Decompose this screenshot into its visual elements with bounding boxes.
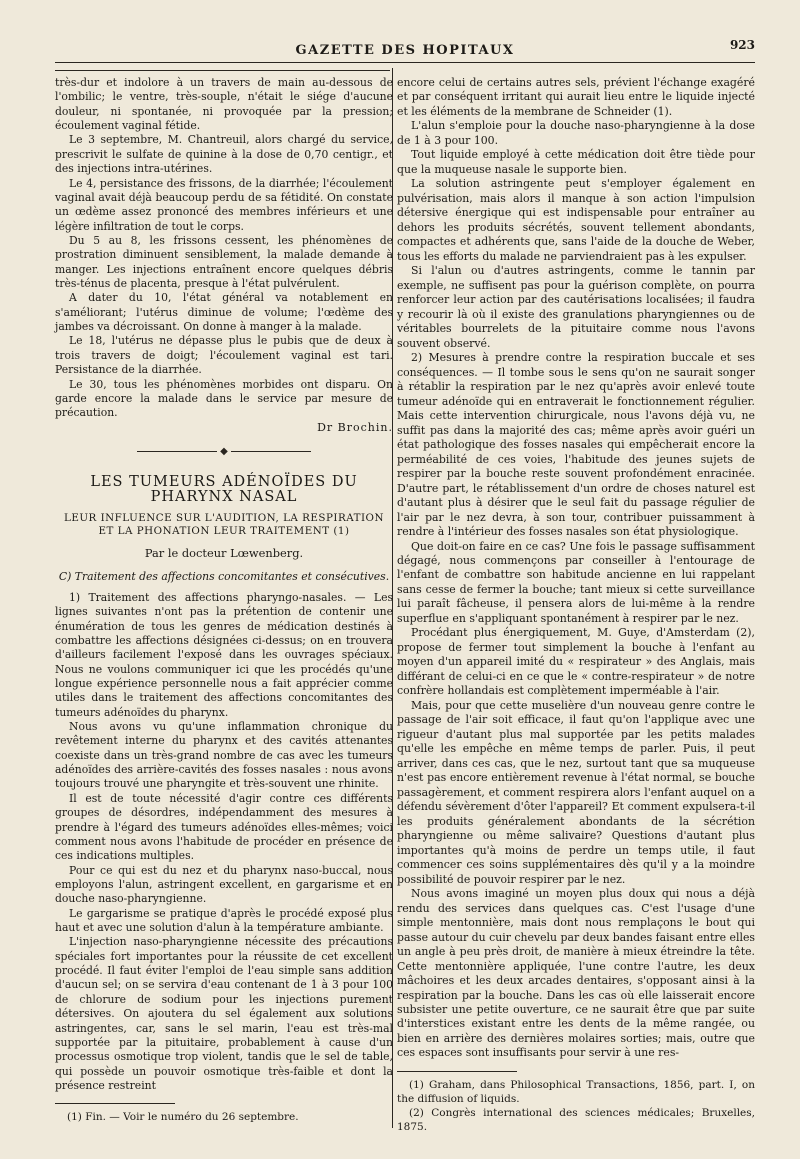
ornament-divider: ◆ [55,445,393,459]
paragraph: Que doit-on faire en ce cas? Une fois le passage suffisamment dégagé, nous commençons par conseiller à l'entourage de l'enfant de combattre son habitude ancienne en lui rappelant sans cesse de fermer la bouche; tant mieux si cette surveillance lui paraît fâcheuse, il pensera alors de lui-même à la rendre superflue en s'appliquant spontanément à respirer par le nez. [397,539,755,625]
paragraph: Le 4, persistance des frissons, de la diarrhée; l'écoulement vaginal avait déjà beaucoup perdu de sa fétidité. On constate un œdème assez prononcé des membres inférieurs et une légère infiltration de tout le corps. [55,176,393,233]
paragraph: Le 3 septembre, M. Chantreuil, alors chargé du service, prescrivit le sulfate de quinine à la dose de 0,70 centigr., et des injections intra-utérines. [55,133,393,176]
paragraph: Nous avons vu qu'une inflammation chronique du revêtement interne du pharynx et des cavités attenantes coexiste dans un très-grand nombre de cas avec les tumeurs adénoïdes des arrière-cavités des fosses nasales : nous avons toujours trouvé une pharyngite et très-souvent une rhinite. [55,720,393,791]
paragraph: Il est de toute nécessité d'agir contre ces différents groupes de désordres, indépendamment des mesures à prendre à l'égard des tumeurs adénoïdes elles-mêmes; voici comment nous avons l'habitude de procéder en présence de ces indications multiples. [55,791,393,863]
footnote: (1) Fin. — Voir le numéro du 26 septembre. [67,1111,299,1124]
article-title: LES TUMEURS ADÉNOÏDES DU PHARYNX NASAL [90,474,358,505]
paragraph: Tout liquide employé à cette médication doit être tiède pour que la muqueuse nasale le supporte bien. [397,148,755,176]
paragraph: Le gargarisme se pratique d'après le procédé exposé plus haut et avec une solution d'alun à la température ambiante. [55,906,393,935]
paragraph: A dater du 10, l'état général va notablement en s'améliorant; l'utérus diminue de volume; l'œdème des jambes va décroissant. On donne à manger à la malade. [55,291,393,334]
paragraph: très-dur et indolore à un travers de main au-dessous de l'ombilic; le ventre, très-souple, n'était le siége d'aucune douleur, ni spontanée, ni provoquée par la pression; écoulement vaginal fétide. [55,76,393,133]
page-header [55,38,755,63]
signature: Dr Brochin. [317,420,393,434]
right-column [397,76,755,1134]
top-rule [55,70,390,71]
paragraph: Mais, pour que cette muselière d'un nouveau genre contre le passage de l'air soit efficace, il faut qu'on l'applique avec une rigueur d'autant plus mal supportée par les petits malades qu'elle les empêche en même temps de parler. Puis, il peut arriver, dans ces cas, que le nez, surtout tant que sa muqueuse n'est pas encore entièrement revenue à l'état normal, se bouche passagèrement, et comment respirera alors l'enfant auquel on a défendu sévèrement d'ôter l'appareil? Et comment expulsera-t-il les produits généralement abondants de la sécrétion pharyngienne ou même salivaire? Questions d'autant plus importantes qu'à moins de perdre un temps utile, il faut commencer ces soins supplémentaires dès qu'il y a la moindre possibilité de pouvoir respirer par le nez. [397,698,755,886]
paragraph: Le 30, tous les phénomènes morbides ont disparu. On garde encore la malade dans le service par mesure de précaution. [55,377,393,420]
article-subtitle: LEUR INFLUENCE SUR L'AUDITION, LA RESPIRATION ET LA PHONATION LEUR TRAITEMENT (1) [64,512,384,538]
paragraph: L'alun s'emploie pour la douche naso-pharyngienne à la dose de 1 à 3 pour 100. [397,119,755,147]
paragraph: Nous avons imaginé un moyen plus doux qui nous a déjà rendu des services dans quelques cas. C'est l'usage d'une simple mentonnière, mais dont nous remplaçons le bout qui passe autour du cuir chevelu par deux bandes faisant entre elles un angle à peu près droit, de manière à mieux étreindre la tête. Cette mentonnière appliquée, l'une contre l'autre, les deux mâchoires et les deux arcades dentaires, s'opposant ainsi à la respiration par la bouche. Dans les cas où elle laisserait encore subsister une petite ouverture, ce ne saurait être que par suite d'interstices existant entre les dents de la même rangée, ou bien en arrière des dernières molaires sorties; mais, outre que ces espaces sont insuffisants pour servir à une res- [397,887,755,1060]
footnote: (1) Graham, dans Philosophical Transactions, 1856, part. I, on the diffusion of liquids. [397,1078,755,1105]
footnote: (2) Congrès international des sciences médicales; Bruxelles, 1875. [397,1106,755,1133]
section-heading: C) Traitement des affections concomitantes et consécutives. [58,570,390,584]
paragraph: Du 5 au 8, les frissons cessent, les phénomènes de prostration diminuent sensiblement, la malade demande à manger. Les injections entraînent encore quelques débris très-ténus de placenta, presque à l'état pulvérulent. [55,233,393,291]
paragraph: Pour ce qui est du nez et du pharynx naso-buccal, nous employons l'alun, astringent excellent, en gargarisme et en douche naso-pharyngienne. [55,863,393,906]
footnote-rule [55,1103,175,1104]
paragraph: Si l'alun ou d'autres astringents, comme le tannin par exemple, ne suffisent pas pour la guérison complète, on pourra renforcer leur action par des cautérisations localisées; il faudra y recourir là où il existe des granulations pharyngiennes ou de véritables bourrelets de la pituitaire comme nous l'avons souvent observé. [397,264,755,350]
paragraph: Procédant plus énergiquement, M. Guye, d'Amsterdam (2), propose de fermer tout simplement la bouche à l'enfant au moyen d'un appareil imité du « respirateur » des Anglais, mais différant de celui-ci en ce que le « contre-respirateur » de notre confrère hollandais est complètement imperméable à l'air. [397,626,755,698]
paragraph: 1) Traitement des affections pharyngo-nasales. — Les lignes suivantes n'ont pas la prétention de contenir une énumération de tous les genres de médication destinés à combattre les affections désignées ci-dessus; on en trouvera d'ailleurs facilement l'exposé dans les ouvrages spéciaux. Nous ne voulons communiquer ici que les procédés qu'une longue expérience personnelle nous a fait apprécier comme utiles dans le traitement des affections concomitantes des tumeurs adénoïdes du pharynx. [55,590,393,719]
paragraph: L'injection naso-pharyngienne nécessite des précautions spéciales fort importantes pour la réussite de cet excellent procédé. Il faut éviter l'emploi de l'eau simple sans addition d'aucun sel; on se servira d'eau contenant de 1 à 3 pour 100 de chlorure de sodium pour les injections purement détersives. On ajoutera du sel également aux solutions astringentes, car, sans le sel marin, l'eau est très-mal supportée par la pituitaire, probablement à cause d'un processus osmotique trop violent, tandis que le sel de table, qui possède un pouvoir osmotique très-faible et dont la présence restreint [55,935,393,1092]
running-title: GAZETTE DES HOPITAUX [295,43,515,58]
paragraph: Le 18, l'utérus ne dépasse plus le pubis que de deux à trois travers de doigt; l'écoulement vaginal est tari. Persistance de la diarrhée. [55,334,393,377]
footnote-rule [397,1071,517,1072]
page-number: 923 [729,38,755,52]
left-column [55,76,393,1124]
article-author: Par le docteur Lœwenberg. [144,546,304,561]
paragraph: La solution astringente peut s'employer également en pulvérisation, mais alors il manque à son action l'impulsion détersive énergique qui est indispensable pour entraîner au dehors les produits sécrétés, souvent tellement abondants, compactes et adhérents que, sans l'aide de la douche de Weber, tous les efforts du malade ne parviendraient pas à les expulser. [397,177,755,263]
paragraph: 2) Mesures à prendre contre la respiration buccale et ses conséquences. — Il tombe sous le sens qu'on ne saurait songer à rétablir la respiration par le nez qu'après avoir enlevé toute tumeur adénoïde qui en entraverait le fonctionnement régulier. Mais cette intervention chirurgicale, nous l'avons déjà vu, ne suffit pas dans la majorité des cas; même après avoir guéri un état pathologique des fosses nasales qui empêcherait encore la perméabilité de ces voies, l'habitude des jeunes sujets de respirer par la bouche reste souvent profondément enracinée. D'autre part, le rétablissement d'un ordre de choses naturel est d'autant plus à désirer que le seul fait du passage régulier de l'air par le nez devra, à son tour, contribuer puissamment à rendre à l'intérieur des fosses nasales son état physiologique. [397,351,755,539]
paragraph: encore celui de certains autres sels, prévient l'échange exagéré et par conséquent irritant qui aurait lieu entre le liquide injecté et les éléments de la membrane de Schneider (1). [397,76,755,118]
